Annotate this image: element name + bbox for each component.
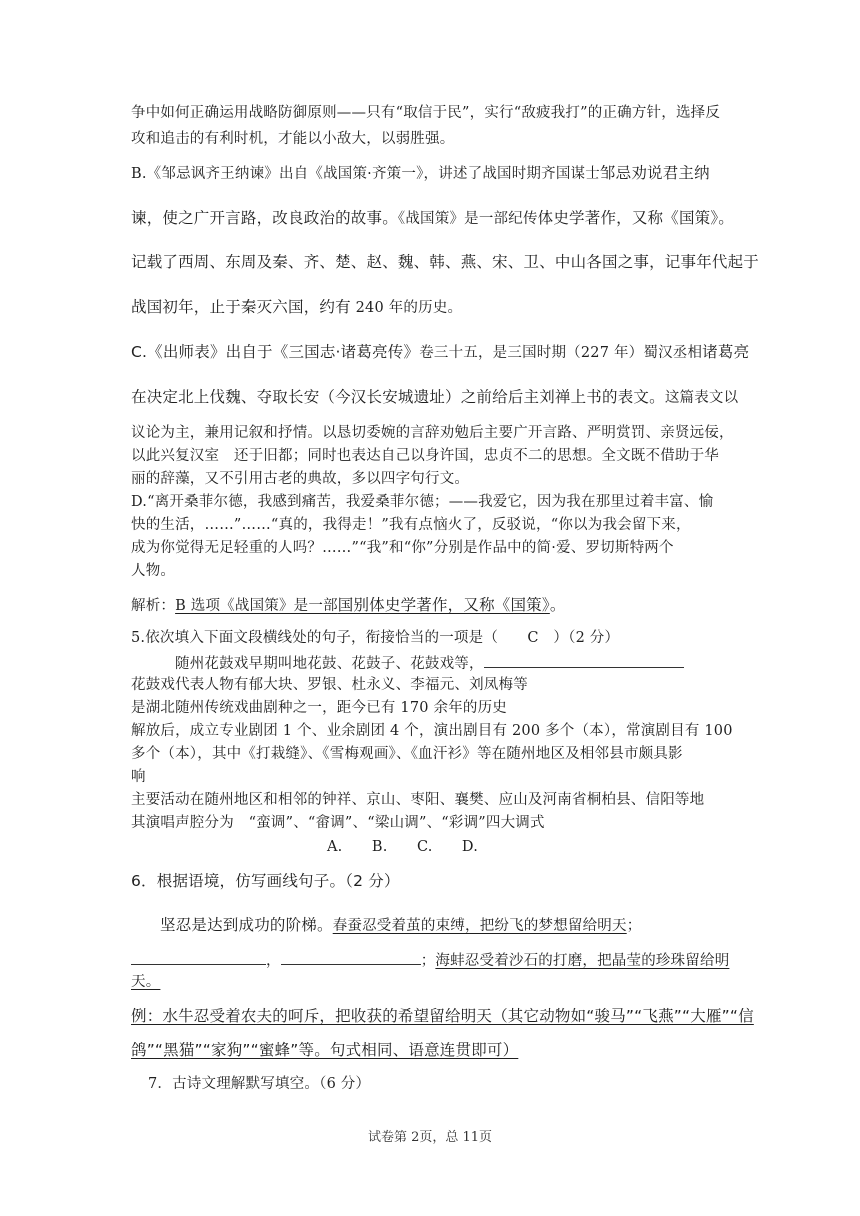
text-line: 记载了西周、东周及秦、齐、楚、赵、魏、韩、燕、宋、卫、中山各国之事，记事年代起于 <box>131 253 760 271</box>
text-line: 花鼓戏代表人物有郁大块、罗银、杜永义、李福元、刘凤梅等 <box>131 677 528 693</box>
text-line: 随州花鼓戏早期叫地花鼓、花鼓子、花鼓戏等， <box>175 652 684 674</box>
text-line: 天。 <box>131 974 161 990</box>
text-line: 解放后，成立专业剧团 1 个、业余剧团 4 个，演出剧目有 200 多个（本），常演剧目有 100 <box>131 723 733 739</box>
text-line: 快的生活，……”……“真的，我得走！”我有点恼火了，反驳说，“你以为我会留下来， <box>131 517 691 533</box>
text-line: 丽的辞藻，又不引用古老的典故，多以四字句行文。 <box>131 471 470 487</box>
text-line: ， ；海蚌忍受着沙石的打磨，把晶莹的珍珠留给明 <box>131 949 729 971</box>
option-d-line: D.“离开桑菲尔德，我感到痛苦，我爱桑菲尔德；——我爱它，因为我在那里过着丰富、愉 <box>131 494 714 510</box>
example-line: 鸽”“黑猫”“家狗”“蜜蜂”等。句式相同、语意连贯即可） <box>131 1041 519 1059</box>
option-b-line: B.《邹忌讽齐王纳谏》出自《战国策·齐策一》，讲述了战国时期齐国谋士邹忌劝说君主纳 <box>131 164 710 182</box>
choice-options: A. B. C. D. <box>327 839 479 855</box>
answer-blank[interactable] <box>131 949 266 965</box>
answer-blank[interactable] <box>281 949 421 965</box>
text-line: 成为你觉得无足轻重的人吗？……”“我”和“你”分别是作品中的简·爱、罗切斯特两个 <box>131 540 674 556</box>
text-line: 以此兴复汉室 还于旧都；同时也表达自己以身许国，忠贞不二的思想。全文既不借助于华 <box>131 448 719 464</box>
text-line: 主要活动在随州地区和相邻的钟祥、京山、枣阳、襄樊、应山及河南省桐柏县、信阳等地 <box>131 792 705 808</box>
text-line: 战国初年，止于秦灭六国，约有 240 年的历史。 <box>131 298 463 316</box>
text-line: 争中如何正确运用战略防御原则——只有“取信于民”，实行“敌疲我打”的正确方针，选择反 <box>131 105 721 121</box>
text-line: 谏，使之广开言路，改良政治的故事。《战国策》是一部纪传体史学著作，又称《国策》。 <box>131 209 735 227</box>
text-line: 其演唱声腔分为 “蛮调”、“畲调”、“梁山调”、“彩调”四大调式 <box>131 815 545 831</box>
text-line: 坚忍是达到成功的阶梯。春蚕忍受着茧的束缚，把纷飞的梦想留给明天； <box>160 916 642 934</box>
text-line: 是湖北随州传统戏曲剧种之一，距今已有 170 余年的历史 <box>131 700 507 716</box>
analysis-line: 解析：B 选项《战国策》是一部国别体史学著作，又称《国策》。 <box>131 596 566 614</box>
question-5: 5.依次填入下面文段横线处的句子，衔接恰当的一项是（ C ）（2 分） <box>131 630 620 646</box>
question-7: 7．古诗文理解默写填空。（6 分） <box>148 1076 371 1092</box>
example-line: 例：水牛忍受着农夫的呵斥，把收获的希望留给明天（其它动物如“骏马”“飞燕”“大雁”“信 <box>131 1007 754 1025</box>
text-line: 在决定北上伐魏、夺取长安（今汉长安城遗址）之前给后主刘禅上书的表文。这篇表文以 <box>131 388 739 406</box>
option-c-line: C.《出师表》出自于《三国志·诸葛亮传》卷三十五，是三国时期（227 年）蜀汉丞相诸葛亮 <box>131 343 750 361</box>
page-footer: 试卷第 2页，总 11页 <box>367 1130 493 1145</box>
text-line: 多个（本），其中《打栽缝》、《雪梅观画》、《血汗衫》等在随州地区及相邻县市颇具影 <box>131 746 683 762</box>
text-line: 议论为主，兼用记叙和抒情。以恳切委婉的言辞劝勉后主要广开言路、严明赏罚、亲贤远佞， <box>131 425 734 441</box>
question-6: 6．根据语境，仿写画线句子。（2 分） <box>131 872 400 890</box>
text-line: 攻和追击的有利时机，才能以小敌大，以弱胜强。 <box>131 131 455 147</box>
text-line: 响 <box>131 769 146 785</box>
answer-blank[interactable] <box>484 652 684 668</box>
text-line: 人物。 <box>131 563 176 579</box>
